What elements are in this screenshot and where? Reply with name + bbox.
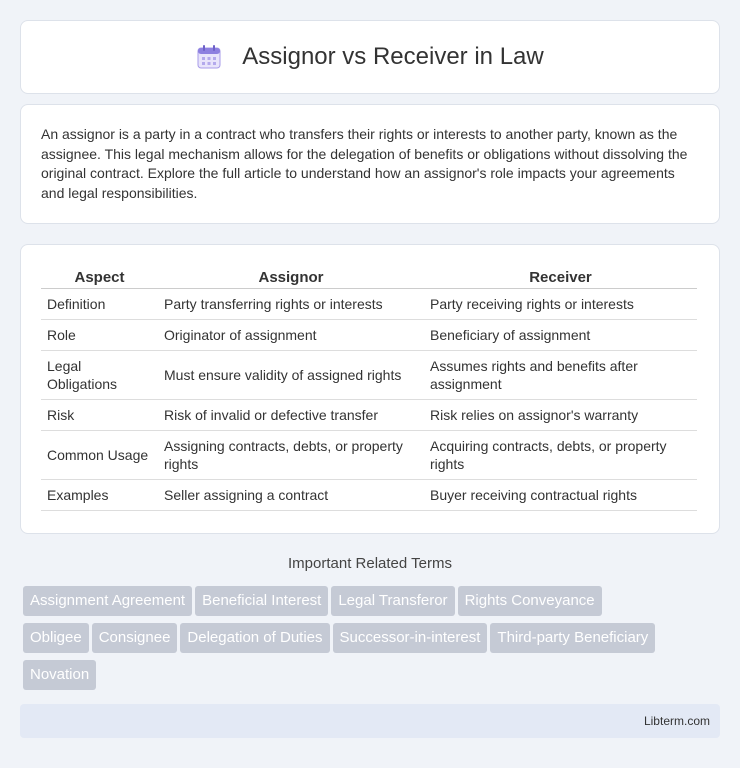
table-cell: Definition — [41, 289, 158, 320]
related-term-tag[interactable]: Successor-in-interest — [333, 623, 488, 653]
comparison-table — [41, 265, 697, 511]
header-receiver: Receiver — [424, 265, 697, 289]
table-cell: Risk relies on assignor's warranty — [424, 400, 697, 431]
related-term-tag[interactable]: Obligee — [23, 623, 89, 653]
related-term-tag[interactable]: Beneficial Interest — [195, 586, 328, 616]
header-assignor: Assignor — [158, 265, 424, 289]
calendar-icon — [196, 44, 222, 70]
intro-card — [20, 104, 720, 224]
table-cell: Risk — [41, 400, 158, 431]
footer-link[interactable]: Libterm.com — [643, 714, 710, 728]
related-terms-title: Important Related Terms — [288, 555, 452, 572]
related-term-tag[interactable]: Legal Transferor — [331, 586, 454, 616]
table-cell: Originator of assignment — [158, 320, 424, 351]
table-cell: Party receiving rights or interests — [424, 289, 697, 320]
comparison-table-card — [20, 244, 720, 534]
table-row — [41, 289, 697, 320]
table-cell: Acquiring contracts, debts, or property rights — [424, 431, 697, 480]
table-row — [41, 351, 697, 400]
related-term-tag[interactable]: Third-party Beneficiary — [490, 623, 655, 653]
table-cell: Assumes rights and benefits after assignment — [424, 351, 697, 400]
table-cell: Examples — [41, 480, 158, 511]
table-header-row — [41, 265, 697, 289]
table-cell: Role — [41, 320, 158, 351]
table-cell: Must ensure validity of assigned rights — [158, 351, 424, 400]
related-term-tag[interactable]: Rights Conveyance — [458, 586, 602, 616]
intro-text: An assignor is a party in a contract who transfers their rights or interests to another party, known as the assignee. This legal mechanism allows for the delegation of benefits or obligations without dissolving the original contract. Explore the full article to understand how an assignor's role impacts your agreements and legal responsibilities. — [41, 126, 688, 201]
table-cell: Buyer receiving contractual rights — [424, 480, 697, 511]
related-term-tag[interactable]: Consignee — [92, 623, 178, 653]
related-term-tag[interactable]: Assignment Agreement — [23, 586, 192, 616]
table-row — [41, 480, 697, 511]
title-card — [20, 20, 720, 94]
table-row — [41, 431, 697, 480]
table-cell: Common Usage — [41, 431, 158, 480]
header-aspect: Aspect — [41, 265, 158, 289]
table-cell: Risk of invalid or defective transfer — [158, 400, 424, 431]
table-cell: Beneficiary of assignment — [424, 320, 697, 351]
table-row — [41, 320, 697, 351]
table-cell: Legal Obligations — [41, 351, 158, 400]
footer — [20, 704, 720, 738]
related-terms-list — [23, 586, 723, 697]
table-cell: Party transferring rights or interests — [158, 289, 424, 320]
table-cell: Assigning contracts, debts, or property rights — [158, 431, 424, 480]
table-row — [41, 400, 697, 431]
related-term-tag[interactable]: Delegation of Duties — [180, 623, 329, 653]
related-term-tag[interactable]: Novation — [23, 660, 96, 690]
table-cell: Seller assigning a contract — [158, 480, 424, 511]
page-title: Assignor vs Receiver in Law — [242, 43, 544, 70]
